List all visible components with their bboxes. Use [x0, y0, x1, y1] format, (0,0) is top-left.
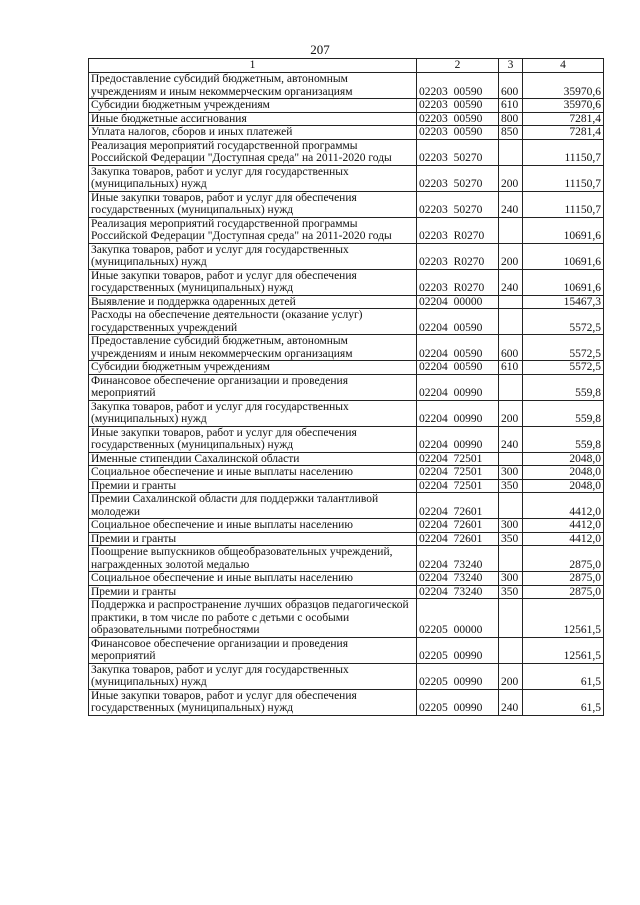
row-code: 02203 50270 — [417, 191, 499, 217]
row-type — [499, 599, 523, 638]
row-code: 02204 72501 — [417, 479, 499, 493]
row-amount: 5572,5 — [523, 309, 604, 335]
budget-table — [88, 58, 604, 716]
row-name: Закупка товаров, работ и услуг для государственных (муниципальных) нужд — [89, 400, 417, 426]
row-name: Финансовое обеспечение организации и проведения мероприятий — [89, 374, 417, 400]
row-type: 800 — [499, 112, 523, 126]
header-row — [89, 59, 604, 73]
row-amount: 10691,6 — [523, 243, 604, 269]
row-type: 350 — [499, 532, 523, 546]
row-name: Реализация мероприятий государственной программы Российской Федерации "Доступная среда" на 2011-2020 годы — [89, 139, 417, 165]
row-type — [499, 452, 523, 466]
table-row — [89, 479, 604, 493]
row-type: 240 — [499, 269, 523, 295]
row-code: 02203 00590 — [417, 99, 499, 113]
row-amount: 7281,4 — [523, 126, 604, 140]
table-row — [89, 295, 604, 309]
table-row — [89, 466, 604, 480]
table-row — [89, 585, 604, 599]
row-type: 350 — [499, 585, 523, 599]
row-code: 02203 50270 — [417, 165, 499, 191]
row-code: 02205 00990 — [417, 663, 499, 689]
row-name: Выявление и поддержка одаренных детей — [89, 295, 417, 309]
row-amount: 12561,5 — [523, 637, 604, 663]
table-row — [89, 165, 604, 191]
row-amount: 2875,0 — [523, 546, 604, 572]
row-amount: 5572,5 — [523, 361, 604, 375]
row-amount: 61,5 — [523, 689, 604, 715]
row-type: 240 — [499, 689, 523, 715]
row-type: 350 — [499, 479, 523, 493]
row-name: Социальное обеспечение и иные выплаты населению — [89, 519, 417, 533]
row-amount: 4412,0 — [523, 519, 604, 533]
row-amount: 10691,6 — [523, 269, 604, 295]
row-name: Иные закупки товаров, работ и услуг для обеспечения государственных (муниципальных) нужд — [89, 689, 417, 715]
table-row — [89, 637, 604, 663]
row-name: Премии и гранты — [89, 479, 417, 493]
row-type: 300 — [499, 519, 523, 533]
table-row — [89, 532, 604, 546]
row-name: Уплата налогов, сборов и иных платежей — [89, 126, 417, 140]
table-row — [89, 663, 604, 689]
row-name: Финансовое обеспечение организации и проведения мероприятий — [89, 637, 417, 663]
row-code: 02204 00590 — [417, 335, 499, 361]
row-amount: 559,8 — [523, 374, 604, 400]
row-type — [499, 637, 523, 663]
row-type — [499, 217, 523, 243]
row-name: Именные стипендии Сахалинской области — [89, 452, 417, 466]
row-type: 610 — [499, 361, 523, 375]
row-amount: 2048,0 — [523, 452, 604, 466]
table-row — [89, 572, 604, 586]
table-row — [89, 426, 604, 452]
table-row — [89, 361, 604, 375]
row-name: Иные закупки товаров, работ и услуг для обеспечения государственных (муниципальных) нужд — [89, 426, 417, 452]
page-number: 207 — [310, 42, 330, 57]
table-row — [89, 126, 604, 140]
row-name: Расходы на обеспечение деятельности (оказание услуг) государственных учреждений — [89, 309, 417, 335]
table-row — [89, 374, 604, 400]
row-name: Поддержка и распространение лучших образцов педагогической практики, в том числе по работе с детьми с особыми образовательными потребностями — [89, 599, 417, 638]
row-name: Иные бюджетные ассигнования — [89, 112, 417, 126]
row-type — [499, 295, 523, 309]
row-name: Иные закупки товаров, работ и услуг для обеспечения государственных (муниципальных) нужд — [89, 269, 417, 295]
table-row — [89, 452, 604, 466]
row-amount: 4412,0 — [523, 493, 604, 519]
row-amount: 559,8 — [523, 400, 604, 426]
row-name: Премии и гранты — [89, 532, 417, 546]
row-amount: 2048,0 — [523, 479, 604, 493]
column-header: 1 — [89, 59, 417, 73]
row-type — [499, 374, 523, 400]
row-amount: 11150,7 — [523, 191, 604, 217]
row-name: Социальное обеспечение и иные выплаты населению — [89, 466, 417, 480]
row-code: 02204 72501 — [417, 452, 499, 466]
column-header: 4 — [523, 59, 604, 73]
row-code: 02204 00590 — [417, 361, 499, 375]
table-row — [89, 519, 604, 533]
row-amount: 2048,0 — [523, 466, 604, 480]
row-amount: 35970,6 — [523, 73, 604, 99]
row-amount: 4412,0 — [523, 532, 604, 546]
row-type: 300 — [499, 572, 523, 586]
row-name: Реализация мероприятий государственной программы Российской Федерации "Доступная среда" на 2011-2020 годы — [89, 217, 417, 243]
row-code: 02204 73240 — [417, 572, 499, 586]
row-amount: 5572,5 — [523, 335, 604, 361]
row-code: 02204 00990 — [417, 374, 499, 400]
row-type: 850 — [499, 126, 523, 140]
row-amount: 61,5 — [523, 663, 604, 689]
row-amount: 2875,0 — [523, 572, 604, 586]
row-type: 240 — [499, 426, 523, 452]
row-name: Иные закупки товаров, работ и услуг для обеспечения государственных (муниципальных) нужд — [89, 191, 417, 217]
table-row — [89, 217, 604, 243]
row-amount: 15467,3 — [523, 295, 604, 309]
row-code: 02203 R0270 — [417, 217, 499, 243]
row-type: 600 — [499, 335, 523, 361]
row-type — [499, 493, 523, 519]
row-code: 02204 00990 — [417, 426, 499, 452]
table-row — [89, 243, 604, 269]
row-code: 02204 72601 — [417, 493, 499, 519]
row-code: 02204 00590 — [417, 309, 499, 335]
row-code: 02204 00000 — [417, 295, 499, 309]
row-name: Предоставление субсидий бюджетным, автономным учреждениям и иным некоммерческим организациям — [89, 73, 417, 99]
row-code: 02204 00990 — [417, 400, 499, 426]
row-code: 02205 00000 — [417, 599, 499, 638]
row-code: 02204 73240 — [417, 585, 499, 599]
table-row — [89, 73, 604, 99]
row-code: 02204 72601 — [417, 519, 499, 533]
row-code: 02204 72501 — [417, 466, 499, 480]
row-type: 610 — [499, 99, 523, 113]
row-name: Социальное обеспечение и иные выплаты населению — [89, 572, 417, 586]
row-name: Закупка товаров, работ и услуг для государственных (муниципальных) нужд — [89, 165, 417, 191]
table-row — [89, 546, 604, 572]
row-code: 02205 00990 — [417, 637, 499, 663]
table-row — [89, 309, 604, 335]
row-amount: 11150,7 — [523, 165, 604, 191]
table-row — [89, 139, 604, 165]
row-code: 02203 R0270 — [417, 243, 499, 269]
row-amount: 2875,0 — [523, 585, 604, 599]
table-row — [89, 400, 604, 426]
row-code: 02203 00590 — [417, 126, 499, 140]
row-name: Поощрение выпускников общеобразовательных учреждений, награжденных золотой медалью — [89, 546, 417, 572]
row-type: 200 — [499, 400, 523, 426]
row-code: 02204 73240 — [417, 546, 499, 572]
table-row — [89, 112, 604, 126]
row-amount: 11150,7 — [523, 139, 604, 165]
row-amount: 7281,4 — [523, 112, 604, 126]
row-code: 02203 R0270 — [417, 269, 499, 295]
row-amount: 12561,5 — [523, 599, 604, 638]
row-code: 02203 00590 — [417, 112, 499, 126]
row-type: 200 — [499, 663, 523, 689]
row-type — [499, 309, 523, 335]
row-code: 02203 50270 — [417, 139, 499, 165]
table-row — [89, 335, 604, 361]
row-type: 300 — [499, 466, 523, 480]
row-code: 02203 00590 — [417, 73, 499, 99]
row-type: 200 — [499, 243, 523, 269]
row-type — [499, 546, 523, 572]
table-row — [89, 269, 604, 295]
table-row — [89, 689, 604, 715]
row-name: Закупка товаров, работ и услуг для государственных (муниципальных) нужд — [89, 243, 417, 269]
row-amount: 10691,6 — [523, 217, 604, 243]
table-row — [89, 493, 604, 519]
row-name: Премии и гранты — [89, 585, 417, 599]
row-type: 200 — [499, 165, 523, 191]
table-row — [89, 599, 604, 638]
row-type — [499, 139, 523, 165]
row-name: Закупка товаров, работ и услуг для государственных (муниципальных) нужд — [89, 663, 417, 689]
row-amount: 559,8 — [523, 426, 604, 452]
column-header: 3 — [499, 59, 523, 73]
table-row — [89, 99, 604, 113]
row-type: 600 — [499, 73, 523, 99]
column-header: 2 — [417, 59, 499, 73]
row-code: 02204 72601 — [417, 532, 499, 546]
row-code: 02205 00990 — [417, 689, 499, 715]
row-type: 240 — [499, 191, 523, 217]
row-name: Субсидии бюджетным учреждениям — [89, 99, 417, 113]
row-amount: 35970,6 — [523, 99, 604, 113]
row-name: Субсидии бюджетным учреждениям — [89, 361, 417, 375]
table-row — [89, 191, 604, 217]
row-name: Предоставление субсидий бюджетным, автономным учреждениям и иным некоммерческим организациям — [89, 335, 417, 361]
row-name: Премии Сахалинской области для поддержки талантливой молодежи — [89, 493, 417, 519]
